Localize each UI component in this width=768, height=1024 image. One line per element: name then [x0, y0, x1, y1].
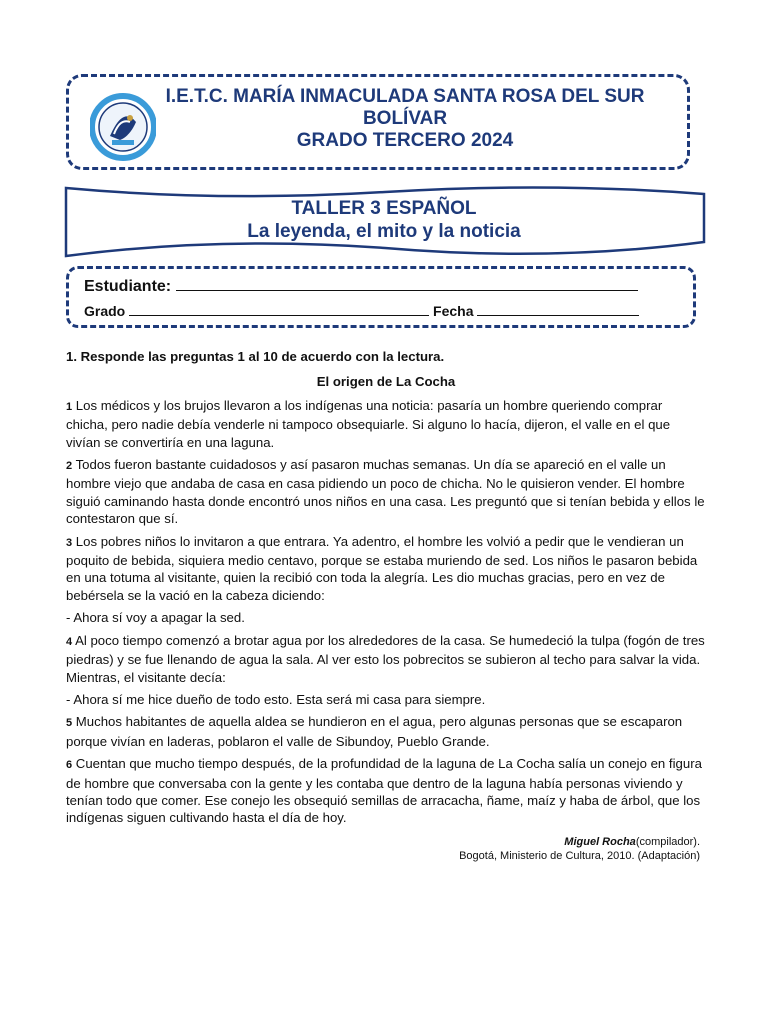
grade-year: GRADO TERCERO 2024 [296, 130, 514, 151]
school-name: I.E.T.C. MARÍA INMACULADA SANTA ROSA DEL SUR [165, 86, 645, 107]
paragraph-text: Al poco tiempo comenzó a brotar agua por los alrededores de la casa. Se humedeció la tulpa (fogón de tres piedras) y se fue llenando de agua la sala. Al ver esto los pobrecitos se subieron al techo para salvar la vida. Mientras, el visitante decía: [66, 632, 705, 685]
paragraph-number: 6 [66, 759, 73, 772]
reading-section [66, 348, 706, 863]
student-label: Estudiante: [84, 278, 172, 295]
story-paragraph [66, 691, 706, 708]
credit-author-line [66, 835, 700, 849]
workshop-title-block [66, 197, 702, 243]
story-paragraph [66, 397, 706, 451]
paragraph-text: Los médicos y los brujos llevaron a los indígenas una noticia: pasaría un hombre queriendo comprar chicha, pero nadie debía venderle ni tampoco obsequiarle. Si alguno lo hacía, dijeron, el valle en el que vivían se convertiría en una laguna. [66, 397, 671, 450]
credit [66, 835, 706, 863]
workshop-title: TALLER 3 ESPAÑOL [291, 198, 477, 219]
story-paragraph [66, 533, 706, 605]
paragraph-text: Los pobres niños lo invitaron a que entrara. Ya adentro, el hombre les volvió a pedir que le vendieran un poquito de bebida, siquiera medio centavo, porque se estaba muriendo de sed. Los niños le pasaron bebida en una totuma al visitante, quien la recibió con toda la alegría. Les dio muchas gracias, pero en vez de bebérsela se la vació en la cabeza diciendo: [66, 533, 698, 603]
instructions: 1. Responde las preguntas 1 al 10 de acuerdo con la lectura. [66, 349, 445, 364]
paragraph-text: - Ahora sí voy a apagar la sed. [66, 610, 245, 626]
credit-source: Bogotá, Ministerio de Cultura, 2010. (Adaptación) [459, 849, 700, 862]
grade-date-field [84, 303, 639, 319]
school-location: BOLÍVAR [362, 108, 448, 129]
paragraph-text: - Ahora sí me hice dueño de todo esto. Esta será mi casa para siempre. [66, 691, 486, 707]
story-paragraph [66, 456, 706, 528]
date-label: Fecha [433, 303, 474, 319]
paragraph-text: Muchos habitantes de aquella aldea se hundieron en el agua, pero algunas personas que se escaparon porque vivían en laderas, poblaron el valle de Sibundoy, Pueblo Grande. [66, 714, 683, 749]
workshop-subtitle: La leyenda, el mito y la noticia [247, 221, 521, 242]
story-paragraph [66, 755, 706, 827]
story-body [66, 397, 706, 827]
credit-role: (compilador). [635, 835, 700, 848]
story-paragraph [66, 713, 706, 750]
date-input-line[interactable] [477, 303, 639, 316]
story-paragraph [66, 632, 706, 686]
story-title: El origen de La Cocha [316, 374, 456, 390]
grade-input-line[interactable] [129, 303, 429, 316]
paragraph-number: 4 [66, 635, 73, 648]
student-field [84, 276, 638, 296]
paragraph-number: 2 [66, 460, 73, 473]
credit-author: Miguel Rocha [564, 835, 636, 848]
story-paragraph [66, 609, 706, 626]
paragraph-number: 1 [66, 400, 73, 413]
student-input-line[interactable] [176, 276, 638, 291]
paragraph-text: Cuentan que mucho tiempo después, de la profundidad de la laguna de La Cocha salía un conejo en figura de hombre que conversaba con la gente y les contaba que dentro de la laguna había personas viviendo y tenían todo que comer. Ese conejo les obsequió semillas de arracacha, ñame, maíz y haba de árbol, que los indígenas siguen cultivando hasta el día de hoy. [66, 756, 702, 826]
paragraph-number: 3 [66, 536, 73, 549]
school-title [100, 86, 710, 152]
paragraph-text: Todos fueron bastante cuidadosos y así pasaron muchas semanas. Un día se apareció en el valle un hombre viejo que andaba de casa en casa pidiendo un poco de chicha. No le quisieron vender. El hombre siguió caminando hasta donde encontró unos niños en una casa. Les preguntó que si tenían bebida y ellos le contestaron que sí. [66, 457, 705, 527]
grade-label: Grado [84, 303, 126, 319]
paragraph-number: 5 [66, 717, 73, 730]
